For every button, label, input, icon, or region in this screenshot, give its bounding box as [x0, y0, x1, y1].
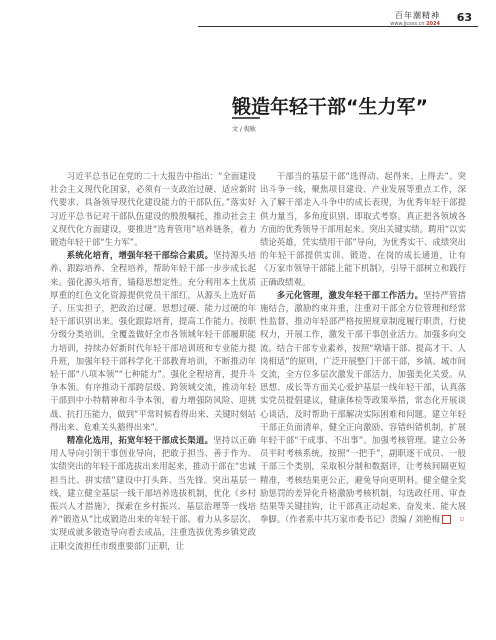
paragraph: [50, 434, 256, 553]
url-accent: 2024: [426, 21, 440, 27]
editor-note: 责编 / 刘艳梅: [389, 514, 440, 525]
paragraph-text: 坚持严管措施结合，激励约束并重，注重对干部全方位管理和经常性监督，推动年轻部严格按照规章制度履行职责，行使权力，开展工作，激发干部干事创业活力。加强多向交流。结合干部专业素养，按照“墩墙干部、提高才干、人岗相适”的原则，广泛开展整门干部干部，乡镇、城市间交流，全方位多层次激发干部活力，加强美化关爱。从思想、成长等方面关心爱护基层一线年轻干部，认真落实党员提倡建议，健康体检等政策举措，常态化开展谈心谈话，及时帮助干部解决实际困难和问题。建立年轻干部正负面清单，健全正向激励、容错纠错机制，扩展年轻干部“干成事、不出事”。加强考核管理。建立公务员平时考核系统，按照“一把手”，副职逐干成员、一般干部三个类别，采取积分制和数据评，让考核间隔更短精准，考核结果更公正，避免导向更明科。健全健全奖励惩罚的差异化升格激励考核机制，勾选政任用、审查结果等关键挂钩，让干部真正动起来、奋发来、能大展拳脚。（作者系中共万家市委书记）: [260, 289, 467, 525]
article-title: 锻造年轻干部“生力军”: [232, 96, 428, 118]
paragraph: [260, 170, 466, 289]
end-mark-icon: ◻: [442, 515, 451, 524]
article-byline: 文 / 倪耿: [232, 126, 256, 133]
body-column-right: [260, 170, 466, 526]
paragraph-lead: 系统化培育，增强年轻干部综合素质。: [66, 250, 214, 261]
url-text: www.jjcsss.cn: [390, 21, 425, 27]
header-divider: [198, 26, 478, 27]
magazine-name: 百年潮精神: [395, 11, 440, 20]
paragraph-text: 干部当的基层干部“选得动、起得来、上得去”。突出斗争一线，聚焦项目建设、产业发展等重点工作，深入了解干部走入斗争中的成长表现，为优秀年轻干部提供力量当，多角度识别、即取式考察。真正把各领域各方面的优秀领导干部用起来。突出关键实绩。聘用“以实绩论英雄，凭实绩用干部”导向，为优秀实干、成绩突出的年轻干部提供实训、锻造、在岗的成长通道，让有《万家市领导干部能上能下机制》，引导干部树立和践行正确政绩观。: [260, 171, 466, 287]
page-number: 63: [456, 11, 472, 24]
title-divider: [232, 117, 260, 119]
paragraph: [50, 249, 256, 434]
paragraph: [50, 170, 256, 249]
paragraph-text: 坚持源头培养、跟踪培养、全程培养，帮助年轻干部一步步成长起来。强化源头培育，锚稳思想定性。充分利用本土优质厚重的红色文化资源提供党员干部红，从源头上选好苗子、压实担子，把政治过硬、思想过硬、能力过硬的年轻干部识别出来。强化跟踪培育，提高工作能力。按职分级分类培训，全覆盖做好全市各领域年轻干部履职能力培训，持续办好新时代年轻干部培训班和专业能力提升班，加强年轻干部科学化干部教育培训，不断推动年轻干部“八项本领”“七种能力”。强化全程培育，提升斗争本领。有序推动干部跨层级、跨领域交流，推动年轻干部到中小特精神和斗争本领，着力增强防风险、迎挑战、抗打压能力，做到“平常时候看得出来、关键时刻站得出来、危难关头豁得出来”。: [50, 250, 257, 432]
paragraph-lead: 精准化选用，拓宽年轻干部成长渠道。: [66, 435, 214, 446]
paragraph-lead: 多元化管理，激发年轻干部工作活力。: [276, 289, 424, 300]
paragraph-text: 习近平总书记在党的二十大报告中指出：“全面建设社会主义现代化国家，必须有一支政治过硬、适应新时代要求、具备领导现代化建设能力的干部队伍。”落实好习近平总书记对干部队伍建设的殷殷嘱托，推动社会主义现代化方面建设，要推进“选育管用”培养链条，着力锻造年轻干部“生力军”。: [50, 171, 256, 248]
body-column-left: [50, 170, 256, 553]
paragraph-text: 坚持以正确用人导向引领干事创业导向，把敢于担当、善于作为、实绩突出的年轻干部选拔出来用起来，推动干部在“忠诚担当比、拼实绩”建设中打头阵、当先锋。突出基层一线，建立健全基层一线干部培养选拔机制，优化《乡村振兴人才措施》，探索在乡村振兴、基层治理等一线培养“锻造从”比成锻造出来的年轻干部。着力从多层次、实现成就多锻造导向看去成品，注重选拔优秀乡镇党政正职交流担任市级重要部门正职，让: [50, 435, 257, 551]
paragraph: [260, 289, 466, 527]
